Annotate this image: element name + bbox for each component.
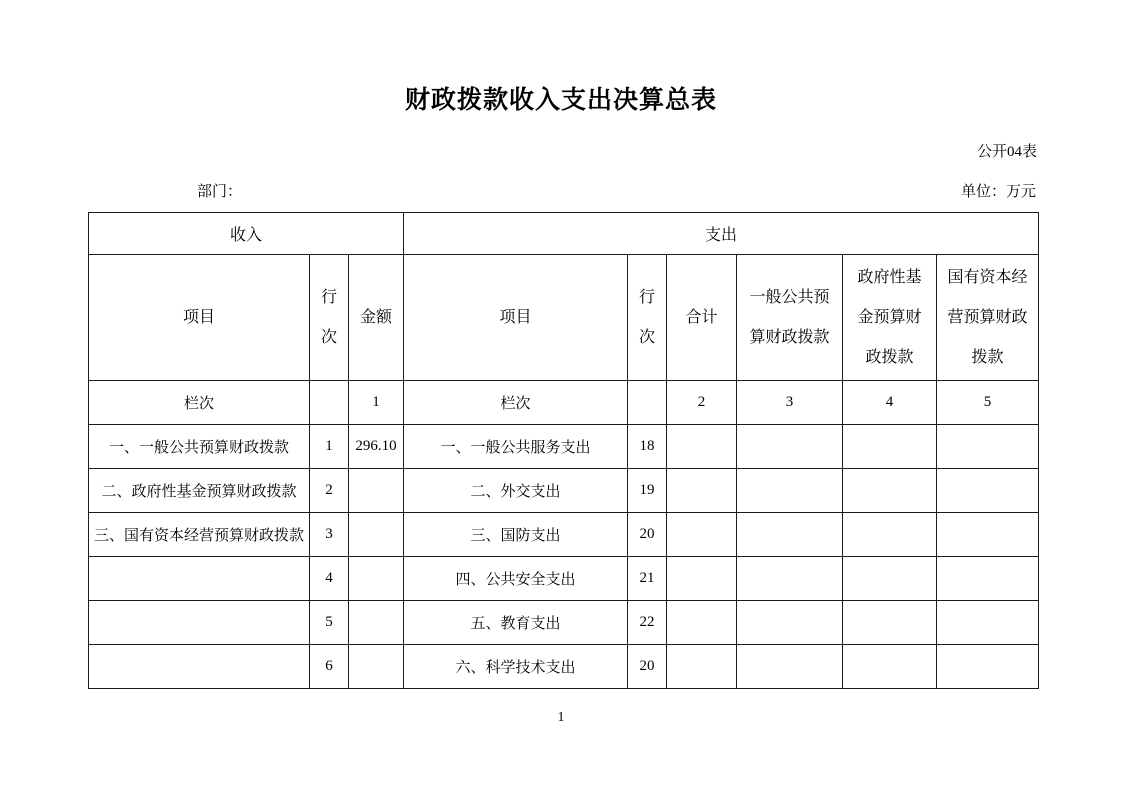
income-row-no-header: 行次 xyxy=(310,255,349,381)
exp-item-cell: 五、教育支出 xyxy=(404,601,628,645)
income-row-no-cell: 5 xyxy=(310,601,349,645)
exp-row-no-cell: 18 xyxy=(628,425,667,469)
exp-state-capital-header: 国有资本经营预算财政拨款 xyxy=(937,255,1039,381)
exp-total-cell xyxy=(667,645,737,689)
state-capital-index-cell: 5 xyxy=(937,381,1039,425)
exp-item-cell: 六、科学技术支出 xyxy=(404,645,628,689)
income-item-cell xyxy=(89,645,310,689)
income-amount-cell xyxy=(349,513,404,557)
exp-gov-fund-cell xyxy=(843,601,937,645)
exp-row-no-cell: 20 xyxy=(628,645,667,689)
exp-general-public-cell xyxy=(737,469,843,513)
income-row-no-cell: 3 xyxy=(310,513,349,557)
exp-state-capital-cell xyxy=(937,513,1039,557)
exp-row-no-cell: 20 xyxy=(628,513,667,557)
exp-total-cell xyxy=(667,469,737,513)
exp-general-public-cell xyxy=(737,601,843,645)
exp-item-header: 项目 xyxy=(404,255,628,381)
income-item-cell xyxy=(89,601,310,645)
column-header-row xyxy=(89,255,1039,381)
exp-gov-fund-cell xyxy=(843,645,937,689)
exp-item-cell: 二、外交支出 xyxy=(404,469,628,513)
exp-row-no-cell: 19 xyxy=(628,469,667,513)
page-title: 财政拨款收入支出决算总表 xyxy=(404,86,717,114)
total-index-cell: 2 xyxy=(667,381,737,425)
exp-item-cell: 三、国防支出 xyxy=(404,513,628,557)
table-row xyxy=(89,425,1039,469)
income-row-no-cell: 2 xyxy=(310,469,349,513)
income-section-header: 收入 xyxy=(89,213,404,255)
exp-state-capital-cell xyxy=(937,425,1039,469)
income-amount-cell xyxy=(349,469,404,513)
income-amount-cell: 296.10 xyxy=(349,425,404,469)
exp-gov-fund-cell xyxy=(843,557,937,601)
table-row xyxy=(89,557,1039,601)
expenditure-section-header: 支出 xyxy=(404,213,1039,255)
exp-row-no-cell: 21 xyxy=(628,557,667,601)
income-row-no-cell: 4 xyxy=(310,557,349,601)
exp-general-public-cell xyxy=(737,425,843,469)
unit-label: 单位：万元 xyxy=(960,184,1036,200)
exp-total-header: 合计 xyxy=(667,255,737,381)
exp-gov-fund-header: 政府性基金预算财政拨款 xyxy=(843,255,937,381)
exp-item-cell: 四、公共安全支出 xyxy=(404,557,628,601)
exp-item-cell: 一、一般公共服务支出 xyxy=(404,425,628,469)
exp-row-no-cell: 22 xyxy=(628,601,667,645)
amount-index-cell: 1 xyxy=(349,381,404,425)
income-amount-header: 金额 xyxy=(349,255,404,381)
general-public-index-cell: 3 xyxy=(737,381,843,425)
exp-gov-fund-cell xyxy=(843,513,937,557)
exp-general-public-cell xyxy=(737,557,843,601)
income-item-cell: 一、一般公共预算财政拨款 xyxy=(89,425,310,469)
page-number: 1 xyxy=(557,710,565,725)
fiscal-summary-table xyxy=(88,212,1039,689)
income-row-no-cell: 6 xyxy=(310,645,349,689)
income-item-cell xyxy=(89,557,310,601)
table-row xyxy=(89,513,1039,557)
section-header-row xyxy=(89,213,1039,255)
exp-general-public-cell xyxy=(737,645,843,689)
income-row-no-cell: 1 xyxy=(310,425,349,469)
gov-fund-index-cell: 4 xyxy=(843,381,937,425)
table-row xyxy=(89,601,1039,645)
exp-row-no-header: 行次 xyxy=(628,255,667,381)
department-label: 部门： xyxy=(197,184,243,200)
exp-state-capital-cell xyxy=(937,601,1039,645)
exp-gov-fund-cell xyxy=(843,469,937,513)
exp-general-public-cell xyxy=(737,513,843,557)
exp-state-capital-cell xyxy=(937,645,1039,689)
exp-gov-fund-cell xyxy=(843,425,937,469)
exp-row-no-index-cell xyxy=(628,381,667,425)
exp-total-cell xyxy=(667,601,737,645)
exp-total-cell xyxy=(667,425,737,469)
income-amount-cell xyxy=(349,557,404,601)
income-item-cell: 三、国有资本经营预算财政拨款 xyxy=(89,513,310,557)
exp-total-cell xyxy=(667,513,737,557)
income-lanci-label: 栏次 xyxy=(89,381,310,425)
income-row-no-index-cell xyxy=(310,381,349,425)
income-item-cell: 二、政府性基金预算财政拨款 xyxy=(89,469,310,513)
exp-general-public-header: 一般公共预算财政拨款 xyxy=(737,255,843,381)
income-amount-cell xyxy=(349,601,404,645)
column-index-row xyxy=(89,381,1039,425)
income-item-header: 项目 xyxy=(89,255,310,381)
exp-state-capital-cell xyxy=(937,469,1039,513)
table-row xyxy=(89,469,1039,513)
form-code-label: 公开04表 xyxy=(976,144,1037,160)
table-row xyxy=(89,645,1039,689)
income-amount-cell xyxy=(349,645,404,689)
exp-lanci-label: 栏次 xyxy=(404,381,628,425)
exp-state-capital-cell xyxy=(937,557,1039,601)
exp-total-cell xyxy=(667,557,737,601)
